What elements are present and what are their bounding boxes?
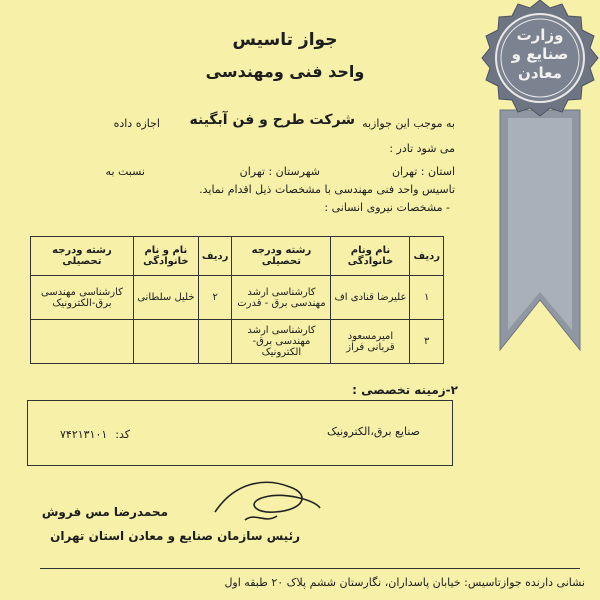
body-line4: تاسیس واحد فنی مهندسی با مشخصات ذیل اقدام نماید. [199,183,455,196]
footer-address: نشانی دارنده جوازتاسیس: خیابان پاسداران، نگارستان ششم پلاک ۲۰ طبقه اول [224,576,585,589]
staff-degree: کارشناسی مهندسی برق-الکترونیک [31,276,134,320]
province-field: استان : تهران [391,165,455,178]
specialty-code-value: ۷۴۲۱۳۱۰۱ [60,428,108,441]
col-header: رشته ودرجه تحصیلی [232,237,331,276]
row-index [198,320,232,364]
col-header: ردیف [410,237,444,276]
staff-degree: کارشناسی ارشد مهندسی برق-الکترونیک [232,320,331,364]
signatory-position: رئیس سازمان صنایع و معادن استان تهران [50,529,300,543]
col-header: رشته ودرجه تحصیلی [31,237,134,276]
col-header: ردیف [198,237,232,276]
footer-divider [40,568,580,569]
body-line1-prefix: به موجب این جوازبه [362,117,455,130]
specialty-code-label: کد: [115,428,130,441]
staff-table [30,236,444,364]
body-line3-suffix: نسبت به [105,165,145,178]
signatory-name: محمدرضا مس فروش [41,505,168,519]
signature-scribble [205,472,325,532]
table-row [31,276,444,320]
staff-name [133,320,198,364]
specialty-heading: ۲-زمینه تخصصی : [352,383,458,397]
specialty-field: صنایع برق،الکترونیک [326,425,420,438]
document-subtitle: واحد فنی ومهندسی [205,62,365,81]
staff-name: خلیل سلطانی [133,276,198,320]
staff-degree [31,320,134,364]
body-line1-suffix: اجازه داده [113,117,160,130]
seal-text: وزارت صنایع و معادن [511,26,569,82]
body-line5: - مشخصات نیروی انسانی : [324,201,450,214]
staff-name: امیرمسعود قربانی فراز [331,320,410,364]
col-header: نام ونام خانوادگی [331,237,410,276]
city-field: شهرستان : تهران [239,165,320,178]
company-name: شرکت طرح و فن آبگینه [189,112,355,128]
staff-name: علیرضا قنادی اف [331,276,410,320]
row-index: ۲ [198,276,232,320]
col-header: نام و نام خانوادگی [133,237,198,276]
table-row [31,320,444,364]
body-line2: می شود تادر : [389,142,455,155]
row-index: ۳ [410,320,444,364]
document-title: جواز تاسیس [232,30,338,50]
row-index: ۱ [410,276,444,320]
staff-degree: کارشناسی ارشد مهندسی برق - قدرت [232,276,331,320]
table-header-row [31,237,444,276]
